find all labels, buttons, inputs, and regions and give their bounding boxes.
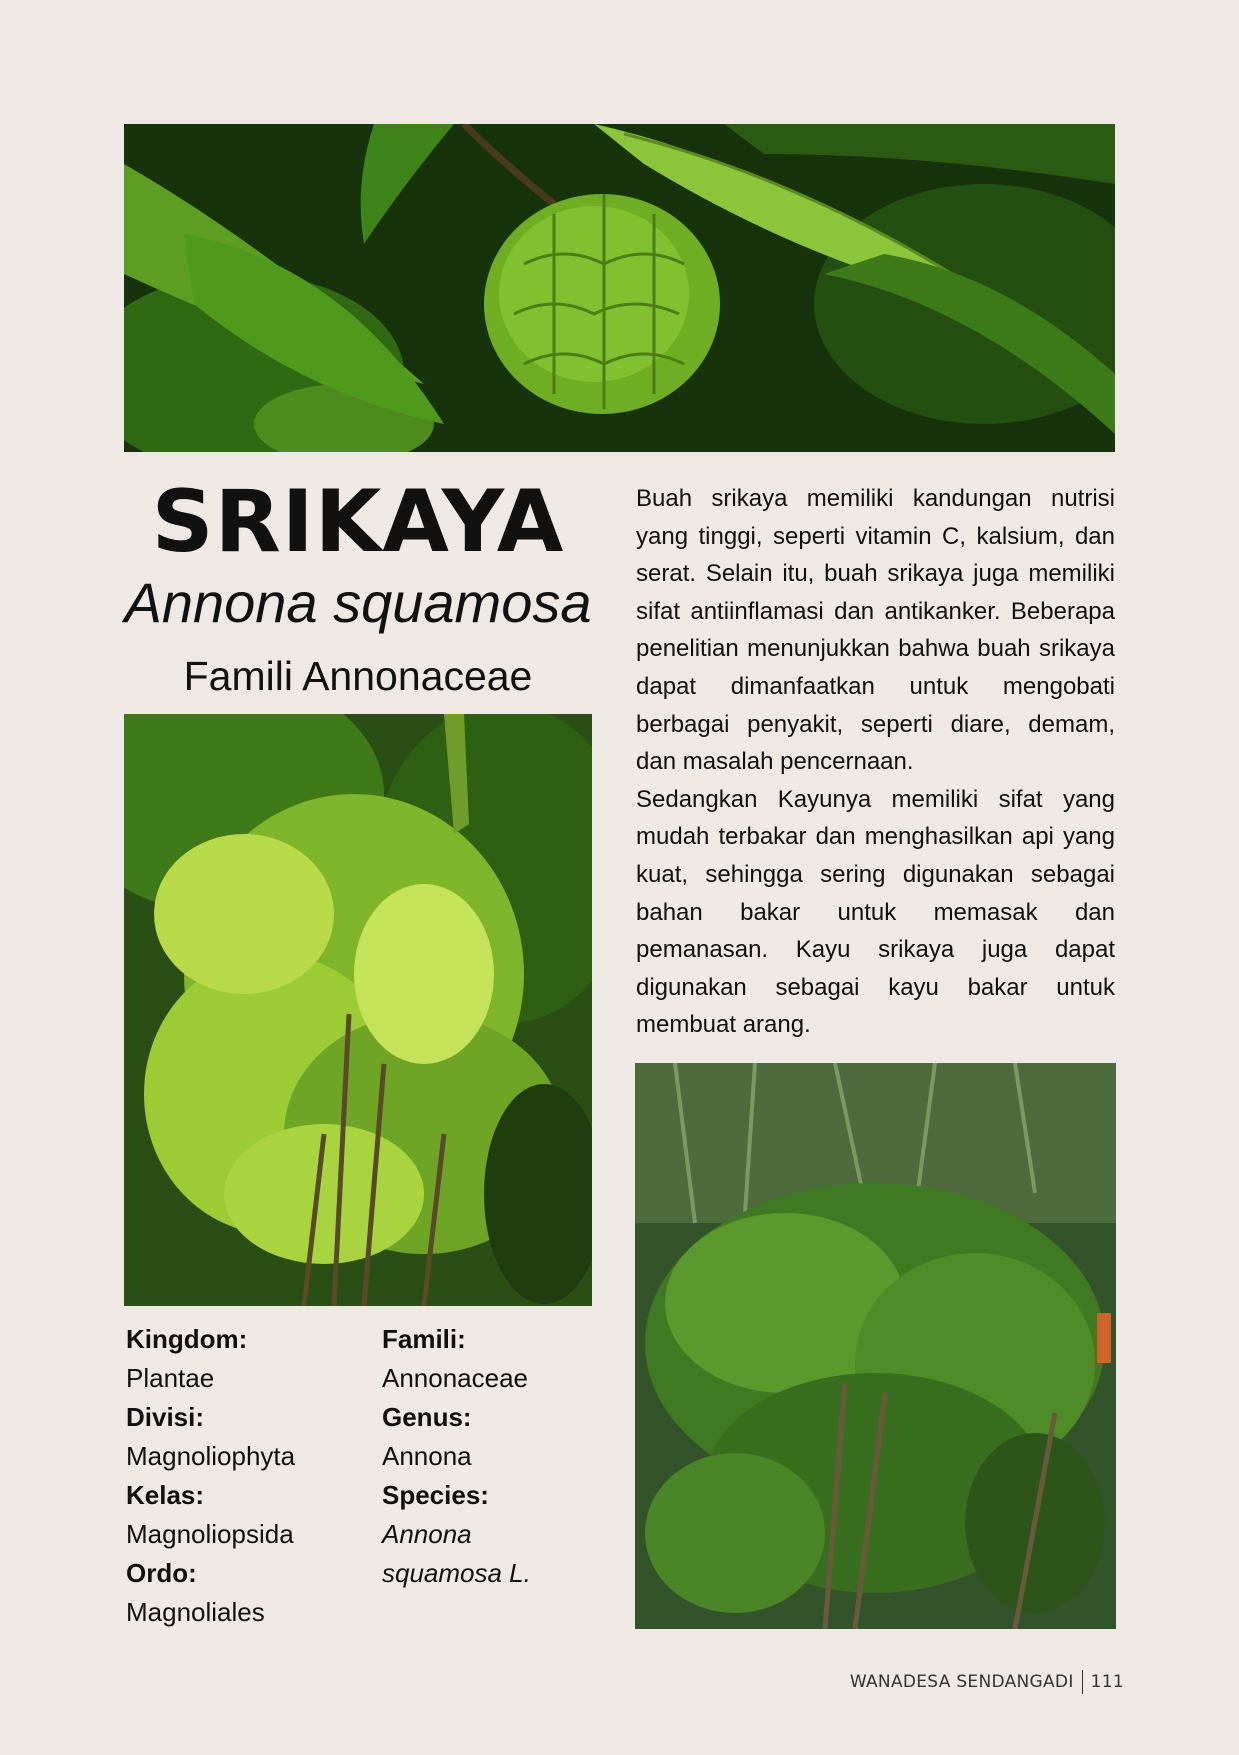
taxonomy-left (126, 1320, 366, 1632)
publication-name: WANADESA SENDANGADI (849, 1672, 1074, 1692)
taxonomy-right (382, 1320, 622, 1593)
kingdom-value: Plantae (126, 1363, 215, 1393)
genus-value: Annona (382, 1441, 472, 1471)
page-footer (850, 1670, 1124, 1694)
species-value-line-1: Annona (382, 1519, 472, 1549)
famili-value: Annonaceae (382, 1363, 529, 1393)
fruit-photo (124, 124, 1115, 452)
genus-label: Genus: (382, 1402, 472, 1432)
description-paragraph-2: Sedangkan Kayunya memiliki sifat yang mudah terbakar dan menghasilkan api yang kuat, sehingga sering digunakan sebagai bahan bakar untuk memasak dan pemanasan. Kayu srikaya juga dapat digunakan sebagai kayu bakar untuk membuat arang. (636, 785, 1115, 1039)
kelas-label: Kelas: (126, 1480, 205, 1510)
famili-label: Famili: (382, 1324, 466, 1354)
divisi-value: Magnoliophyta (126, 1441, 296, 1471)
page-number: 111 (1090, 1672, 1124, 1692)
divisi-label: Divisi: (126, 1402, 205, 1432)
footer-divider (1082, 1670, 1083, 1694)
species-value-line-2: squamosa L. (382, 1558, 531, 1588)
family-line: Famili Annonaceae (183, 653, 533, 699)
description-paragraph-1: Buah srikaya memiliki kandungan nutrisi yang tinggi, seperti vitamin C, kalsium, dan serat. Selain itu, buah srikaya juga memiliki sifat antiinflamasi dan antikanker. Beberapa penelitian menunjukkan bahwa buah srikaya dapat dimanfaatkan untuk mengobati berbagai penyakit, seperti diare, demam, dan masalah pencernaan. (636, 485, 1115, 776)
plant-title: SRIKAYA (151, 472, 565, 572)
kelas-value: Magnoliopsida (126, 1519, 294, 1549)
ordo-label: Ordo: (126, 1558, 197, 1588)
ordo-value: Magnoliales (126, 1597, 265, 1627)
kingdom-label: Kingdom: (126, 1324, 248, 1354)
branch-photo (635, 1063, 1116, 1629)
description (636, 480, 1115, 1044)
scientific-name: Annona squamosa (124, 571, 592, 634)
tree-photo (124, 714, 592, 1306)
species-label: Species: (382, 1480, 489, 1510)
